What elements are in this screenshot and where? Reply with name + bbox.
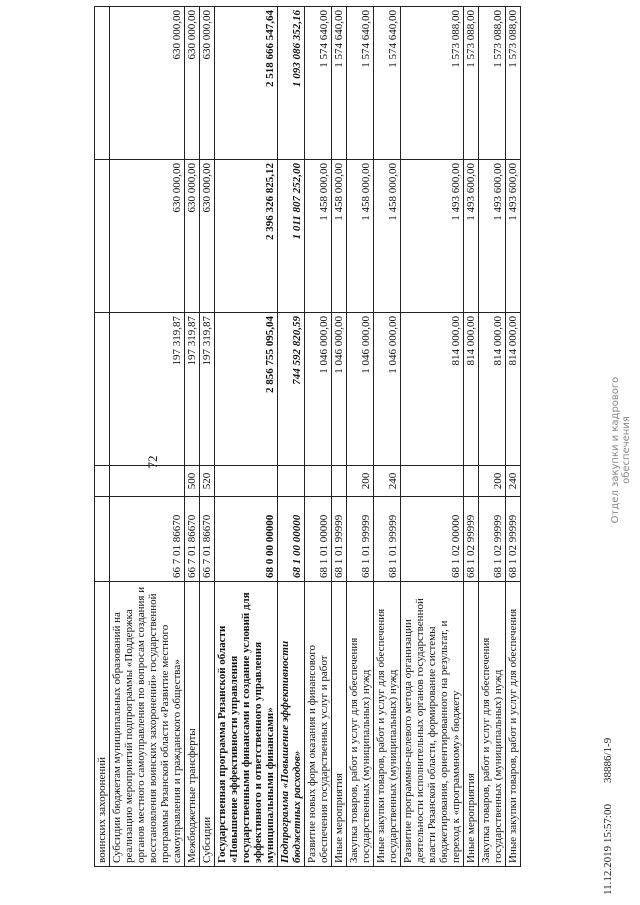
row-expense-type: 500 <box>185 466 200 497</box>
row-value-2020: 814 000,00 <box>464 313 479 466</box>
row-expense-type: 240 <box>374 466 401 497</box>
row-value-2021: 1 493 600,00 <box>506 160 521 313</box>
row-name: Иные мероприятия <box>332 582 347 867</box>
row-value-2020: 197 319,87 <box>185 313 200 466</box>
budget-table <box>94 6 521 867</box>
row-code <box>95 497 110 582</box>
row-value-2022: 630 000,00 <box>200 7 215 160</box>
row-code: 68 1 02 00000 <box>401 497 464 582</box>
row-name: Развитие программно-целевого метода организации деятельности исполнительных органов государственной власти Рязанской области, формирование системы бюджетирования, ориентированного на результат, и переход к «программному» бюджету <box>401 582 464 867</box>
row-value-2021: 630 000,00 <box>185 160 200 313</box>
row-value-2022: 1 573 088,00 <box>506 7 521 160</box>
row-value-2021: 1 493 600,00 <box>401 160 464 313</box>
footer-timestamp: 11.12.2019 15:57:00 <box>602 804 614 895</box>
row-code: 68 1 01 99999 <box>332 497 347 582</box>
row-value-2020: 814 000,00 <box>506 313 521 466</box>
row-value-2022: 2 518 666 547,64 <box>215 7 278 160</box>
page-footer <box>598 0 618 905</box>
page-number: 72 <box>145 455 160 469</box>
row-expense-type: 520 <box>200 466 215 497</box>
row-value-2021: 2 396 326 825,12 <box>215 160 278 313</box>
row-name: Субсидии бюджетам муниципальных образований на реализацию мероприятий подпрограммы «Поддержка органов местного самоуправления по вопросам создания и восстановления воинских захоронений» государственной программы Рязанской области «Развитие местного самоуправления и гражданского общества» <box>110 582 185 867</box>
row-code: 68 1 02 99999 <box>464 497 479 582</box>
row-value-2021: 1 458 000,00 <box>305 160 332 313</box>
row-expense-type <box>215 466 278 497</box>
row-value-2020: 1 046 000,00 <box>305 313 332 466</box>
row-value-2022: 1 574 640,00 <box>374 7 401 160</box>
row-value-2022: 1 574 640,00 <box>332 7 347 160</box>
row-expense-type <box>332 466 347 497</box>
row-value-2022: 1 093 086 352,16 <box>278 7 305 160</box>
row-expense-type <box>401 466 464 497</box>
row-code: 68 1 02 99999 <box>506 497 521 582</box>
row-value-2020: 197 319,87 <box>200 313 215 466</box>
row-name: Межбюджетные трансферты <box>185 582 200 867</box>
table-row <box>278 7 305 867</box>
row-value-2022: 1 573 088,00 <box>479 7 506 160</box>
row-code: 68 1 01 99999 <box>347 497 374 582</box>
row-name: Субсидии <box>200 582 215 867</box>
table-row <box>479 7 506 867</box>
budget-table-body <box>95 7 521 867</box>
row-code: 68 1 02 99999 <box>479 497 506 582</box>
table-row <box>401 7 464 867</box>
row-value-2022: 1 573 088,00 <box>464 7 479 160</box>
row-value-2020: 1 046 000,00 <box>332 313 347 466</box>
row-value-2020: 197 319,87 <box>110 313 185 466</box>
row-code: 68 1 00 00000 <box>278 497 305 582</box>
row-value-2021: 1 458 000,00 <box>374 160 401 313</box>
table-row <box>506 7 521 867</box>
table-row <box>95 7 110 867</box>
table-row <box>347 7 374 867</box>
row-name: Иные закупки товаров, работ и услуг для обеспечения государственных (муниципальных) нужд <box>374 582 401 867</box>
row-code: 66 7 01 86670 <box>185 497 200 582</box>
row-expense-type: 200 <box>347 466 374 497</box>
row-expense-type <box>464 466 479 497</box>
row-code: 68 1 01 00000 <box>305 497 332 582</box>
row-expense-type: 240 <box>506 466 521 497</box>
row-code: 68 0 00 00000 <box>215 497 278 582</box>
table-row <box>200 7 215 867</box>
table-row <box>332 7 347 867</box>
row-expense-type <box>110 466 185 497</box>
row-value-2020: 1 046 000,00 <box>347 313 374 466</box>
row-value-2021: 630 000,00 <box>110 160 185 313</box>
row-code: 68 1 01 99999 <box>374 497 401 582</box>
row-value-2022 <box>95 7 110 160</box>
row-value-2021: 1 458 000,00 <box>332 160 347 313</box>
row-name: Подпрограмма «Повышение эффективности бюджетных расходов» <box>278 582 305 867</box>
footer-doc-id: 38886/1-9 <box>602 737 614 783</box>
row-value-2020 <box>95 313 110 466</box>
table-row <box>464 7 479 867</box>
row-value-2021: 1 011 807 252,00 <box>278 160 305 313</box>
row-name: воинских захоронений <box>95 582 110 867</box>
row-value-2022: 1 574 640,00 <box>305 7 332 160</box>
row-name: Развитие новых форм оказания и финансового обеспечения государственных услуг и работ <box>305 582 332 867</box>
row-expense-type: 200 <box>479 466 506 497</box>
row-expense-type <box>95 466 110 497</box>
row-name: Иные мероприятия <box>464 582 479 867</box>
row-value-2021: 1 493 600,00 <box>479 160 506 313</box>
table-row <box>305 7 332 867</box>
budget-table-wrapper <box>94 10 521 867</box>
row-value-2021 <box>95 160 110 313</box>
table-row <box>374 7 401 867</box>
stamp-line-1: Отдел закупки и кадрового <box>610 376 621 524</box>
row-value-2022: 630 000,00 <box>110 7 185 160</box>
row-value-2022: 630 000,00 <box>185 7 200 160</box>
row-expense-type <box>278 466 305 497</box>
row-value-2021: 1 458 000,00 <box>347 160 374 313</box>
row-value-2021: 1 493 600,00 <box>464 160 479 313</box>
row-code: 66 7 01 86670 <box>110 497 185 582</box>
row-value-2022: 1 573 088,00 <box>401 7 464 160</box>
table-row <box>215 7 278 867</box>
row-value-2020: 2 856 755 095,04 <box>215 313 278 466</box>
row-value-2020: 814 000,00 <box>401 313 464 466</box>
row-code: 66 7 01 86670 <box>200 497 215 582</box>
row-value-2022: 1 574 640,00 <box>347 7 374 160</box>
row-name: Закупка товаров, работ и услуг для обеспечения государственных (муниципальных) нужд <box>479 582 506 867</box>
row-value-2020: 814 000,00 <box>479 313 506 466</box>
table-row <box>185 7 200 867</box>
row-value-2020: 744 592 820,59 <box>278 313 305 466</box>
row-name: Закупка товаров, работ и услуг для обеспечения государственных (муниципальных) нужд <box>347 582 374 867</box>
row-value-2021: 630 000,00 <box>200 160 215 313</box>
row-name: Иные закупки товаров, работ и услуг для обеспечения <box>506 582 521 867</box>
row-expense-type <box>305 466 332 497</box>
row-name: Государственная программа Рязанской области «Повышение эффективности управления государственными финансами и создание условий для эффективного и ответственного управления муниципальными финансами» <box>215 582 278 867</box>
stamp-line-2: обеспечения <box>621 416 632 484</box>
table-row <box>110 7 185 867</box>
row-value-2020: 1 046 000,00 <box>374 313 401 466</box>
